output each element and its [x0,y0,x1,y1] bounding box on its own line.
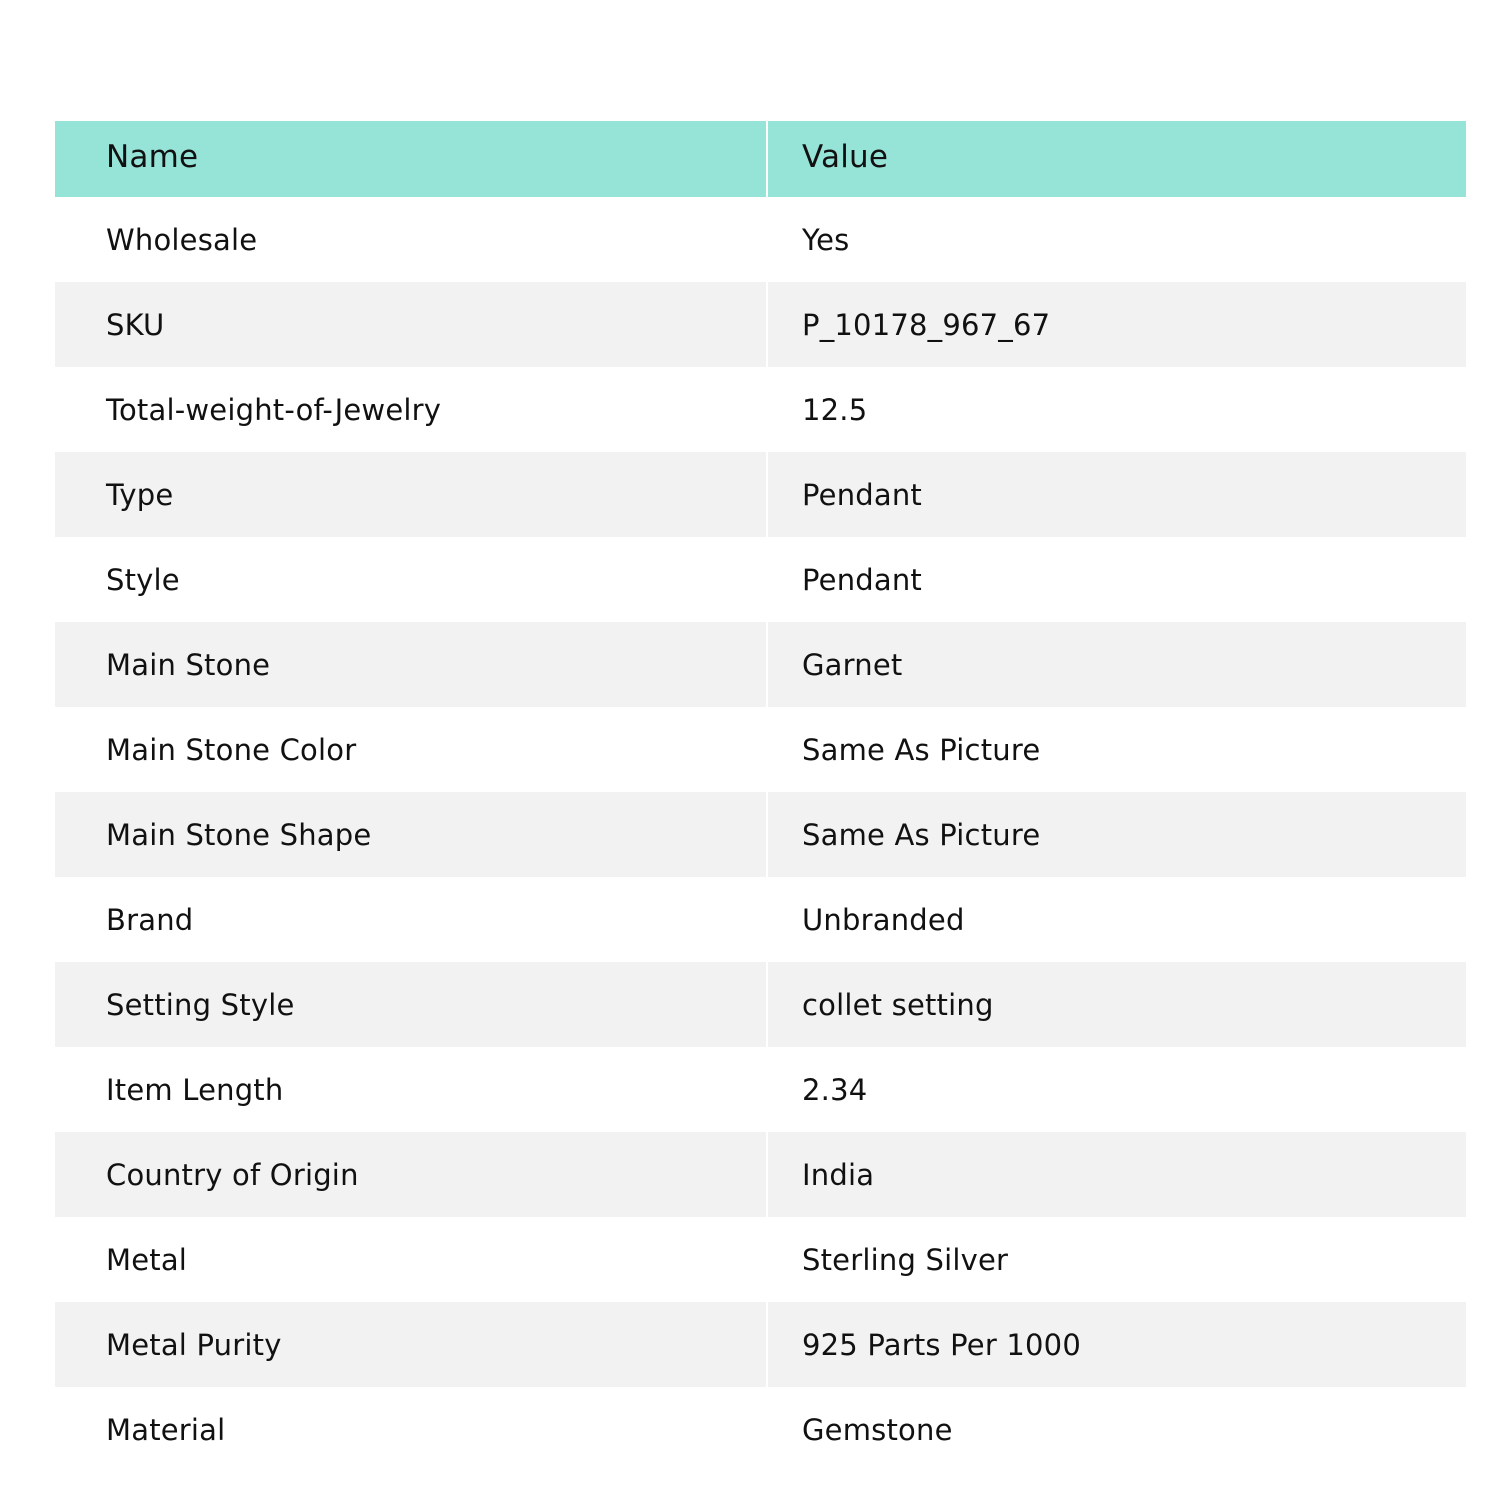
row-name-cell: Item Length [55,1047,766,1132]
row-value-cell: collet setting [766,962,1466,1047]
table-body [55,197,1466,1472]
row-value-cell: Gemstone [766,1387,1466,1472]
row-value-cell: Unbranded [766,877,1466,962]
row-value-cell: 2.34 [766,1047,1466,1132]
row-name-cell: Country of Origin [55,1132,766,1217]
row-value-cell: Same As Picture [766,792,1466,877]
table-row [55,877,1466,962]
row-value-cell: Garnet [766,622,1466,707]
row-value-cell: Yes [766,197,1466,282]
row-name-cell: Setting Style [55,962,766,1047]
row-name-cell: Material [55,1387,766,1472]
row-value-cell: India [766,1132,1466,1217]
table-row [55,622,1466,707]
table-row [55,367,1466,452]
row-name-cell: Main Stone [55,622,766,707]
row-name-cell: Wholesale [55,197,766,282]
table-row [55,452,1466,537]
table-row [55,1132,1466,1217]
table-row [55,1217,1466,1302]
row-value-cell: Same As Picture [766,707,1466,792]
header-value-cell: Value [766,121,1466,197]
table-row [55,962,1466,1047]
table-row [55,707,1466,792]
row-value-cell: Sterling Silver [766,1217,1466,1302]
row-value-cell: P_10178_967_67 [766,282,1466,367]
table-row [55,282,1466,367]
row-name-cell: Brand [55,877,766,962]
row-name-cell: Type [55,452,766,537]
table-header-row [55,121,1466,197]
row-value-cell: 12.5 [766,367,1466,452]
spec-table [55,121,1466,1472]
row-name-cell: Total-weight-of-Jewelry [55,367,766,452]
table-row [55,1047,1466,1132]
table-row [55,1302,1466,1387]
row-name-cell: Metal Purity [55,1302,766,1387]
row-value-cell: 925 Parts Per 1000 [766,1302,1466,1387]
table-row [55,1387,1466,1472]
table-row [55,537,1466,622]
header-name-cell: Name [55,121,766,197]
row-name-cell: Main Stone Shape [55,792,766,877]
table-row [55,792,1466,877]
row-value-cell: Pendant [766,537,1466,622]
row-name-cell: SKU [55,282,766,367]
row-value-cell: Pendant [766,452,1466,537]
row-name-cell: Main Stone Color [55,707,766,792]
row-name-cell: Metal [55,1217,766,1302]
row-name-cell: Style [55,537,766,622]
table-row [55,197,1466,282]
